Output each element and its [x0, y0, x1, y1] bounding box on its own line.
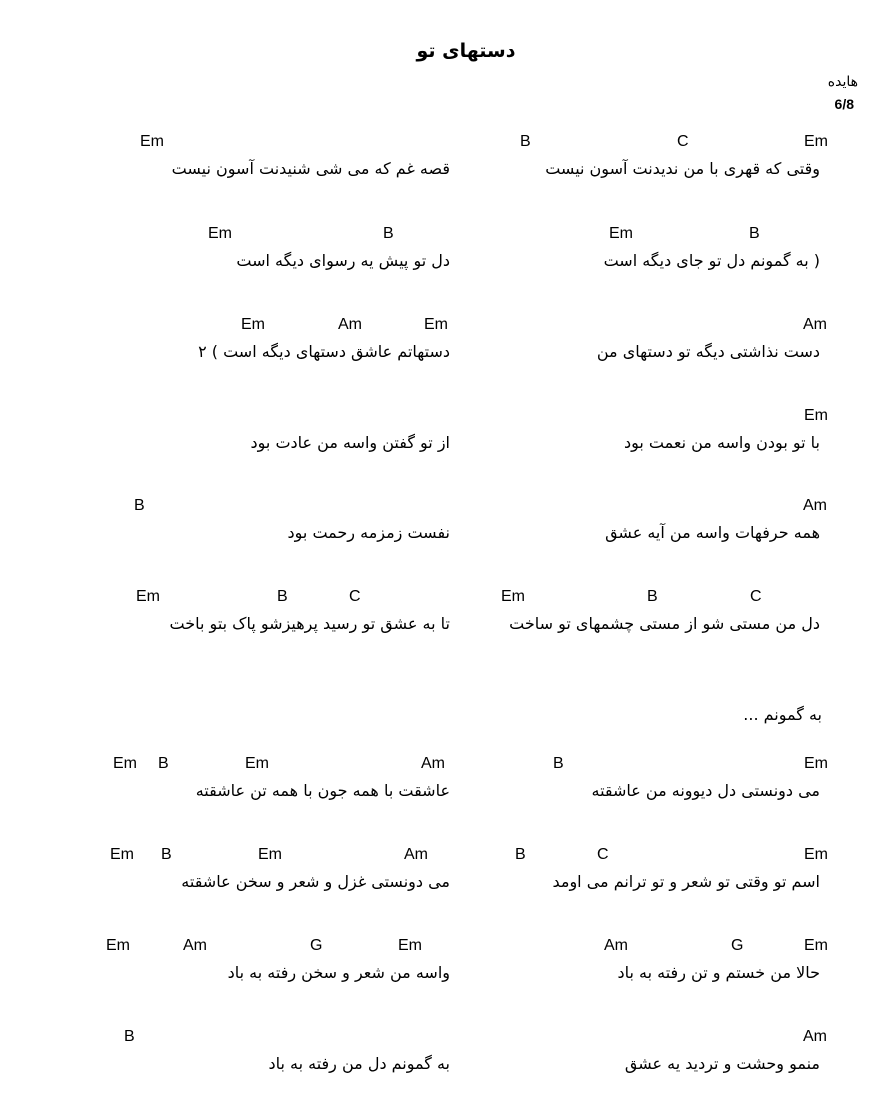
chord: B: [134, 497, 145, 514]
chord: B: [124, 1028, 135, 1045]
chord: Em: [398, 937, 422, 954]
chord: C: [349, 588, 361, 605]
chord: Em: [106, 937, 130, 954]
chord: Em: [140, 133, 164, 150]
lyric-line: دستهاتم عاشق دستهای دیگه است ) ۲: [198, 342, 450, 361]
chord: C: [677, 133, 689, 150]
lyric-line: اسم تو وقتی تو شعر و تو ترانم می اومد: [552, 872, 820, 891]
chord: Em: [501, 588, 525, 605]
chord: B: [647, 588, 658, 605]
chord: B: [520, 133, 531, 150]
lyric-line: واسه من شعر و سخن رفته به باد: [227, 963, 450, 982]
chord: B: [749, 225, 760, 242]
chord: Em: [208, 225, 232, 242]
chord: B: [161, 846, 172, 863]
lyric-line: وقتی که قهری با من ندیدنت آسون نیست: [545, 159, 820, 178]
chord: Em: [136, 588, 160, 605]
lyric-line: دل من مستی شو از مستی چشمهای تو ساخت: [509, 614, 820, 633]
chord: Em: [245, 755, 269, 772]
lyric-line: ( به گمونم دل تو جای دیگه است: [603, 251, 820, 270]
chord: C: [750, 588, 762, 605]
chord: B: [383, 225, 394, 242]
lyric-line: به گمونم دل من رفته به باد: [268, 1054, 450, 1073]
lyric-line: قصه غم که می شی شنیدنت آسون نیست: [171, 159, 450, 178]
chord: B: [277, 588, 288, 605]
chord: Am: [183, 937, 207, 954]
lyric-line: می دونستی غزل و شعر و سخن عاشقته: [181, 872, 450, 891]
lyric-line: با تو بودن واسه من نعمت بود: [623, 433, 820, 452]
chord: Em: [804, 407, 828, 424]
lyric-line: از تو گفتن واسه من عادت بود: [250, 433, 450, 452]
chord: G: [731, 937, 744, 954]
chord: Am: [803, 316, 827, 333]
song-title: دستهای تو: [416, 40, 516, 62]
lyric-line: همه حرفهات واسه من آیه عشق: [605, 523, 820, 542]
chord: C: [597, 846, 609, 863]
chord: Em: [241, 316, 265, 333]
chord: Em: [804, 133, 828, 150]
chord: Em: [804, 846, 828, 863]
chord: B: [553, 755, 564, 772]
lyric-line: منمو وحشت و تردید یه عشق: [624, 1054, 820, 1073]
chord: Em: [609, 225, 633, 242]
refrain-note: به گمونم ...: [743, 705, 822, 724]
lyric-line: عاشقت با همه جون با همه تن عاشقته: [195, 781, 450, 800]
chord: Em: [804, 937, 828, 954]
chord: B: [158, 755, 169, 772]
chord: Am: [803, 497, 827, 514]
chord: Am: [404, 846, 428, 863]
chord: G: [310, 937, 323, 954]
chord: Am: [421, 755, 445, 772]
chord: Am: [338, 316, 362, 333]
chord: Em: [113, 755, 137, 772]
chord: B: [515, 846, 526, 863]
artist-name: هایده: [827, 74, 858, 90]
chord: Am: [604, 937, 628, 954]
chord: Em: [804, 755, 828, 772]
chord: Em: [258, 846, 282, 863]
lyric-line: تا به عشق تو رسید پرهیزشو پاک بتو باخت: [169, 614, 450, 633]
lyric-line: دل تو پیش یه رسوای دیگه است: [236, 251, 450, 270]
lyric-line: دست نذاشتی دیگه تو دستهای من: [596, 342, 820, 361]
chord: Em: [424, 316, 448, 333]
lyric-line: نفست زمزمه رحمت بود: [287, 523, 450, 542]
chord: Em: [110, 846, 134, 863]
chord: Am: [803, 1028, 827, 1045]
time-signature: 6/8: [834, 96, 854, 112]
lyric-line: حالا من خستم و تن رفته به باد: [617, 963, 820, 982]
lyric-line: می دونستی دل دیوونه من عاشقته: [591, 781, 820, 800]
